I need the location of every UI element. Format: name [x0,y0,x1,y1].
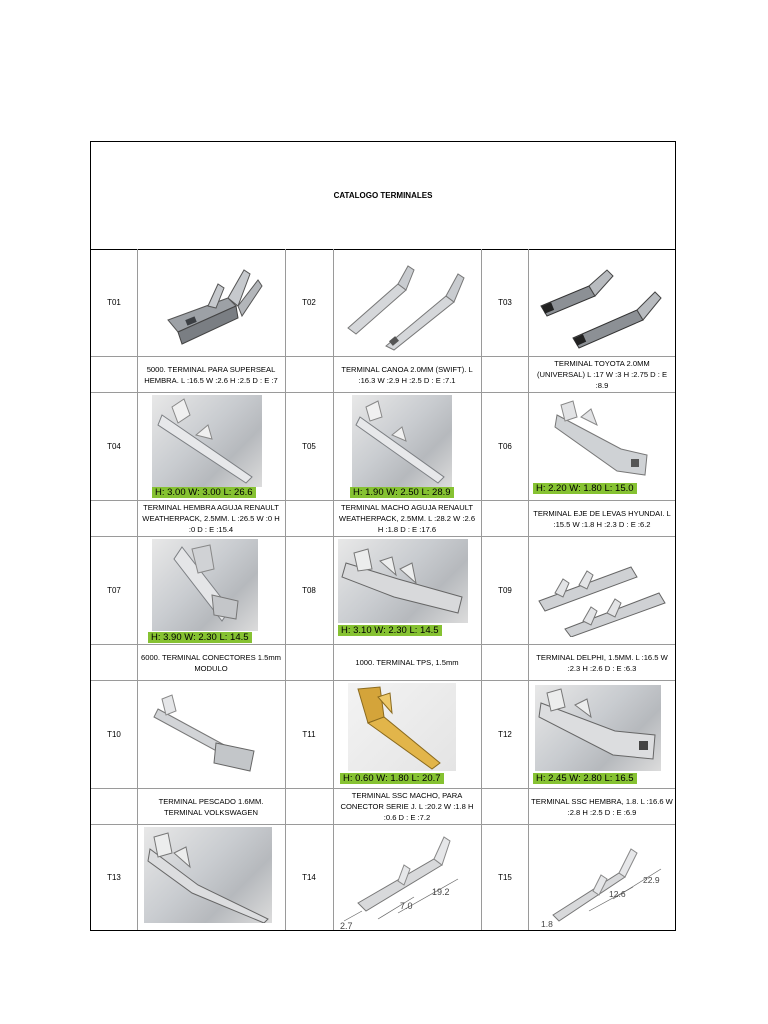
terminal-drawing-t14 [334,825,480,930]
item-code-t14: T14 [302,873,316,882]
dimension-label-t12: H: 2.45 W: 2.80 L: 16.5 [533,773,637,784]
terminal-photo-t04 [138,393,284,500]
drawing-dim-1: 22.9 [643,875,660,885]
item-code-t09: T09 [498,586,512,595]
dimension-label-t11: H: 0.60 W: 1.80 L: 20.7 [340,773,444,784]
item-desc-t07: 6000. TERMINAL CONECTORES 1.5mm MODULO [141,652,281,673]
terminal-photo-t08 [334,537,480,644]
terminal-photo-t02 [334,250,480,356]
catalog-title: CATALOGO TERMINALES [91,142,675,250]
item-code-t03: T03 [498,298,512,307]
item-code-t15: T15 [498,873,512,882]
item-desc-t04: TERMINAL HEMBRA AGUJA RENAULT WEATHERPACK, 2.5MM. L :26.5 W :0 H :0 D : E :15.4 [142,503,280,534]
item-desc-t06: TERMINAL EJE DE LEVAS HYUNDAI. L :15.5 W :1.8 H :2.3 D : E :6.2 [533,508,671,529]
drawing-dim-3: 2.7 [340,921,353,929]
item-code-t06: T06 [498,442,512,451]
dimension-label-t06: H: 2.20 W: 1.80 L: 15.0 [533,483,637,494]
item-code-t12: T12 [498,730,512,739]
item-code-t07: T07 [107,586,121,595]
item-code-t08: T08 [302,586,316,595]
terminal-photo-t01 [138,250,284,356]
terminal-photo-t12 [529,681,675,788]
dimension-label-t07: H: 3.90 W: 2.30 L: 14.5 [148,632,252,643]
item-desc-t03: TERMINAL TOYOTA 2.0MM (UNIVERSAL) L :17 W :3 H :2.75 D : E :8.9 [536,359,668,390]
item-code-t11: T11 [302,730,316,739]
item-code-t02: T02 [302,298,316,307]
terminal-photo-t06 [529,393,675,500]
item-code-t01: T01 [107,298,121,307]
terminal-photo-t07 [138,537,284,644]
item-code-t13: T13 [107,873,121,882]
item-desc-t08: 1000. TERMINAL TPS, 1.5mm [355,658,459,667]
item-desc-t01: 5000. TERMINAL PARA SUPERSEAL HEMBRA. L :16.5 W :2.6 H :2.5 D : E :7 [144,364,278,385]
drawing-dim-3: 1.8 [541,919,553,929]
terminal-photo-t10 [138,681,284,788]
item-desc-t05: TERMINAL MACHO AGUJA RENAULT WEATHERPACK, 2.5MM. L :28.2 W :2.6 H :1.8 D : E :17.6 [338,503,476,534]
dimension-label-t04: H: 3.00 W: 3.00 L: 26.6 [152,487,256,498]
dimension-label-t05: H: 1.90 W: 2.50 L: 28.9 [350,487,454,498]
terminal-drawing-t15 [529,825,675,930]
item-desc-t11: TERMINAL SSC MACHO, PARA CONECTOR SERIE J. L :20.2 W :1.8 H :0.6 D : E :7.2 [340,791,474,822]
item-code-t04: T04 [107,442,121,451]
terminal-photo-t13 [138,825,284,930]
item-desc-t09: TERMINAL DELPHI, 1.5MM. L :16.5 W :2.3 H :2.6 D : E :6.3 [536,652,668,673]
terminal-photo-t11 [334,681,480,788]
drawing-dim-2: 7.0 [400,901,413,911]
drawing-dim-1: 19.2 [432,887,450,897]
drawing-dim-2: 12.6 [609,889,626,899]
item-code-t10: T10 [107,730,121,739]
terminal-photo-t05 [334,393,480,500]
item-desc-t12: TERMINAL SSC HEMBRA, 1.8. L :16.6 W :2.8 H :2.5 D : E :6.9 [531,796,673,817]
dimension-label-t08: H: 3.10 W: 2.30 L: 14.5 [338,625,442,636]
catalog-sheet [90,141,676,931]
item-desc-t02: TERMINAL CANOA 2.0MM (SWIFT). L :16.3 W :2.9 H :2.5 D : E :7.1 [341,364,473,385]
terminal-photo-t09 [529,537,675,644]
terminal-photo-t03 [529,250,675,356]
item-code-t05: T05 [302,442,316,451]
item-desc-t10: TERMINAL PESCADO 1.6MM. TERMINAL VOLKSWAGEN [158,796,264,817]
